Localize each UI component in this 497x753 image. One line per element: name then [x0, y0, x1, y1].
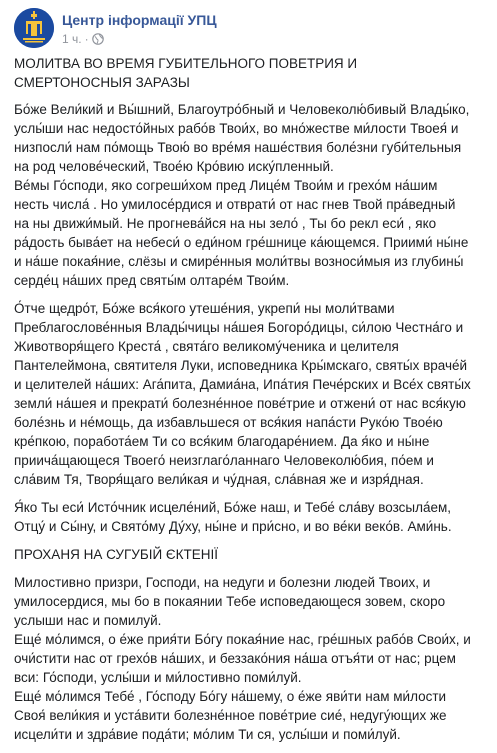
text-line: Милостивно призри, Господи, на недуги и болезни людей Твоих, и: [14, 575, 431, 590]
text-line: Ве́мы Го́споди, яко согреши́хом пред Лице́м Твои́м и грехо́м на́шим: [14, 178, 438, 193]
text-line: земли́ на́шея и прекрати́ болезне́нное пове́трие и отжени́ от нас вся́кую: [14, 396, 466, 411]
text-line: умилосердися, мы бо в покаянии Тебе исповедающеся зовем, скоро: [14, 594, 446, 609]
text-line: МОЛИТВА ВО ВРЕМЯ ГУБИТЕЛЬНОГО ПОВЕТРИЯ И: [14, 56, 358, 71]
text-line: на ны движи́мый. Не прогнева́йся на ны зело́ , Ты бо рекл еси́ , яко: [14, 216, 437, 231]
text-line: сла́вим Тя, Творя́щаго вели́кая и чу́дная, сла́вная же и изря́дная.: [14, 472, 424, 487]
text-line: Животворя́щего Креста́ , свята́го великому́ченика и целителя: [14, 339, 399, 354]
text-line: серде́ц на́ших пред святы́м олтаре́м Твои́м.: [14, 273, 290, 288]
post-timestamp[interactable]: 1 ч.: [62, 32, 82, 46]
text-line: низпосли́ нам по́мощь Твою́ во вре́мя наше́ствия боле́зни губи́тельныя: [14, 140, 462, 155]
text-line: и на́ше покая́ние, слёзы и смире́нныя моли́твы возноси́мыя из глубины́: [14, 254, 464, 269]
post-title: [14, 54, 484, 92]
text-line: и целителей на́ших: Ага́пита, Дамиа́на, Ипа́тия Пече́рских и Все́х святы́х: [14, 377, 471, 392]
text-line: Отцу́ и Сы́ну, и Свято́му Ду́ху, ны́не и при́сно, и во ве́ки веко́в. Ами́нь.: [14, 519, 452, 534]
prayer-paragraph-2: [14, 299, 484, 489]
text-line: Преблагослове́нныя Влады́чицы на́шея Богоро́дицы, си́лою Честна́го и: [14, 320, 464, 335]
text-line: на род челове́ческий, Твое́ю Кро́вию иску́пленный.: [14, 159, 334, 174]
prayer-paragraph-3: [14, 498, 484, 536]
text-line: ра́дость быва́ет на небеси́ о еди́ном гре́шнице ка́ющемся. Приими́ ны́не: [14, 235, 469, 250]
text-line: исцели́ти и здра́вие пода́ти; мо́лим Ти ся, услы́ши и поми́луй.: [14, 727, 401, 742]
meta-separator: ·: [84, 32, 89, 46]
text-line: боле́знь и не́мощь, да избавльшеся от вся́кия напа́сти Руко́ю Твое́ю: [14, 415, 443, 430]
page-avatar[interactable]: [14, 8, 54, 48]
post-meta: [62, 32, 104, 48]
text-line: Бо́же Вели́кий и Вы́шний, Благоутро́бный и Человеколю́бивый Влады́ко,: [14, 102, 470, 117]
text-line: Пантелеймона, святителя Луки, исповедника Кры́мскаго, святы́х враче́й: [14, 358, 468, 373]
upc-logo-icon: [14, 8, 54, 48]
text-line: Еще́ мо́лимся, о е́же прия́ти Бо́гу покая́ние нас, гре́шных рабо́в Свои́х, и: [14, 632, 471, 647]
post-body: [14, 54, 484, 753]
section-subtitle: [14, 545, 484, 564]
text-line: СМЕРТОНОСНЫЯ ЗАРАЗЫ: [14, 75, 190, 90]
page-name-link[interactable]: Центр інформації УПЦ: [62, 12, 217, 28]
globe-icon[interactable]: [92, 33, 104, 48]
text-line: вси: Го́споди, услы́ши и ми́лостивно поми́луй.: [14, 670, 302, 685]
text-line: Еще́ мо́лимся Тебе́ , Го́споду Бо́гу на́шему, о е́же яви́ти нам ми́лости: [14, 689, 447, 704]
text-line: услы́ши нас недосто́йных рабо́в Твои́х, во мно́жестве ми́лости Твоея́ и: [14, 121, 459, 136]
text-line: Своя́ вели́кия и уста́вити болезне́нное пове́трие сие́, недугу́ющих же: [14, 708, 447, 723]
litany-paragraph: [14, 573, 484, 744]
text-line: очи́стити нас от грехо́в на́ших, и беззако́ния на́ша отъя́ти от нас; рцем: [14, 651, 456, 666]
prayer-paragraph-1: [14, 100, 484, 290]
text-line: услыши нас и помилуй.: [14, 613, 162, 628]
text-line: приича́щающеся Твоего́ неизглаго́ланнаго Человеколю́бия, по́ем и: [14, 453, 434, 468]
text-line: кре́пкою, поработа́ем Ти со вся́ким благодаре́нием. Да я́ко и ны́не: [14, 434, 430, 449]
text-line: ПРОХАНЯ НА СУГУБІЙ ЄКТЕНІЇ: [14, 547, 218, 562]
text-line: О́тче щедро́т, Бо́же вся́кого утеше́ния, укрепи́ ны моли́твами: [14, 301, 395, 316]
text-line: Я́ко Ты еси́ Исто́чник исцеле́ний, Бо́же наш, и Тебе́ сла́ву возсыла́ем,: [14, 500, 451, 515]
text-line: несть числа́ . Но умилосе́рдися и отврати́ от нас гнев Твой пра́ведный: [14, 197, 456, 212]
